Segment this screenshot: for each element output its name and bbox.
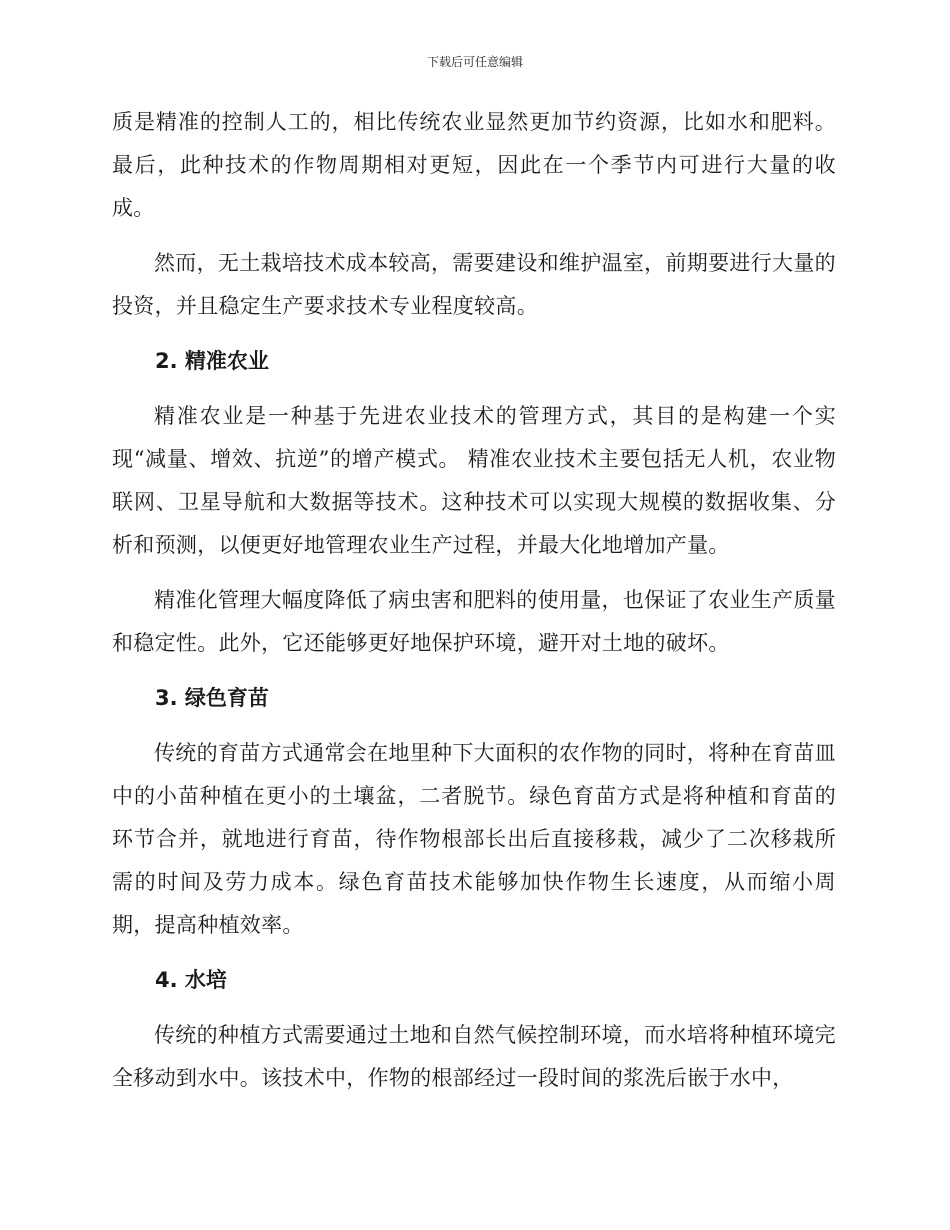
paragraph-hydroponics: 传统的种植方式需要通过土地和自然气候控制环境，而水培将种植环境完全移动到水中。该技术中，作物的根部经过一段时间的浆洗后嵌于水中， — [112, 1023, 836, 1090]
document-body — [112, 101, 836, 1100]
section-heading-precision-agriculture: 2. 精准农业 — [155, 349, 269, 373]
paragraph-precision-benefits: 精准化管理大幅度降低了病虫害和肥料的使用量，也保证了农业生产质量和稳定性。此外，它还能够更好地保护环境，避开对土地的破坏。 — [112, 588, 836, 655]
paragraph-green-seedling: 传统的育苗方式通常会在地里种下大面积的农作物的同时，将种在育苗皿中的小苗种植在更小的土壤盆，二者脱节。绿色育苗方式是将种植和育苗的环节合并，就地进行育苗，待作物根部长出后直接移栽，减少了二次移栽所需的时间及劳力成本。绿色育苗技术能够加快作物生长速度，从而缩小周期，提高种植效率。 — [112, 741, 836, 937]
section-heading-green-seedling: 3. 绿色育苗 — [155, 686, 269, 710]
section-heading-hydroponics: 4. 水培 — [155, 968, 227, 992]
page-header: 下载后可任意编辑 — [426, 55, 523, 69]
paragraph-soilless-cost: 然而，无土栽培技术成本较高，需要建设和维护温室，前期要进行大量的投资，并且稳定生产要求技术专业程度较高。 — [112, 251, 836, 318]
paragraph-precision-intro: 精准农业是一种基于先进农业技术的管理方式，其目的是构建一个实现“减量、增效、抗逆”的增产模式。 精准农业技术主要包括无人机，农业物联网、卫星导航和大数据等技术。这种技术可以实现大规模的数据收集、分析和预测，以便更好地管理农业生产过程，并最大化地增加产量。 — [112, 404, 836, 557]
paragraph-continuation: 质是精准的控制人工的，相比传统农业显然更加节约资源，比如水和肥料。最后，此种技术的作物周期相对更短，因此在一个季节内可进行大量的收成。 — [112, 110, 836, 220]
